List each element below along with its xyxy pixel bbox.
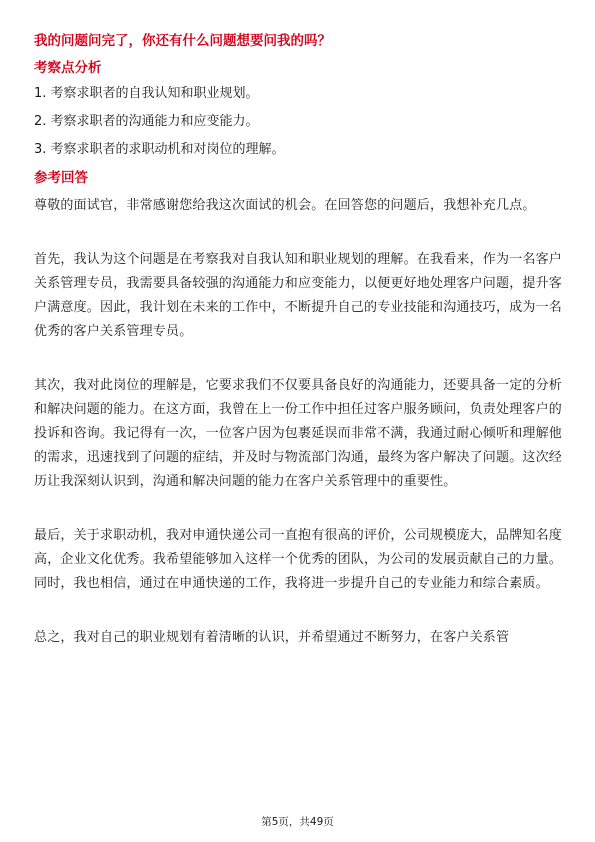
analysis-list [34,84,562,160]
question-heading: 我的问题问完了，你还有什么问题想要问我的吗？ [34,33,331,49]
document-page [34,30,562,680]
answer-paragraph: 其次，我对此岗位的理解是，它要求我们不仅要具备良好的沟通能力，还要具备一定的分析和解决问题的能力。在这方面，我曾在上一份工作中担任过客户服务顾问，负责处理客户的投诉和咨询。我记得有一次，一位客户因为包裹延误而非常不满，我通过耐心倾听和理解他的需求，迅速找到了问题的症结，并及时与物流部门沟通，最终为客户解决了问题。这次经历让我深刻认识到，沟通和解决问题的能力在客户关系管理中的重要性。 [34,378,563,489]
answer-paragraph: 最后，关于求职动机，我对申通快递公司一直抱有很高的评价，公司规模庞大，品牌知名度高，企业文化优秀。我希望能够加入这样一个优秀的团队，为公司的发展贡献自己的力量。同时，我也相信，通过在申通快递的工作，我将进一步提升自己的专业能力和综合素质。 [34,528,563,591]
list-item: 1. 考察求职者的自我认知和职业规划。 [34,86,259,101]
list-item: 2. 考察求职者的沟通能力和应变能力。 [34,114,259,129]
analysis-heading: 考察点分析 [34,60,102,76]
answer-paragraph: 首先，我认为这个问题是在考察我对自我认知和职业规划的理解。在我看来，作为一名客户关系管理专员，我需要具备较强的沟通能力和应变能力，以便更好地处理客户问题，提升客户满意度。因此，我计划在未来的工作中，不断提升自己的专业技能和沟通技巧，成为一名优秀的客户关系管理专员。 [34,252,563,339]
answer-paragraph: 总之，我对自己的职业规划有着清晰的认识，并希望通过不断努力，在客户关系管 [34,630,510,645]
list-item: 3. 考察求职者的求职动机和对岗位的理解。 [34,142,285,157]
answer-heading: 参考回答 [34,170,88,186]
page-number: 第5页，共49页 [261,816,334,828]
answer-paragraph: 尊敬的面试官，非常感谢您给我这次面试的机会。在回答您的问题后，我想补充几点。 [34,198,536,213]
